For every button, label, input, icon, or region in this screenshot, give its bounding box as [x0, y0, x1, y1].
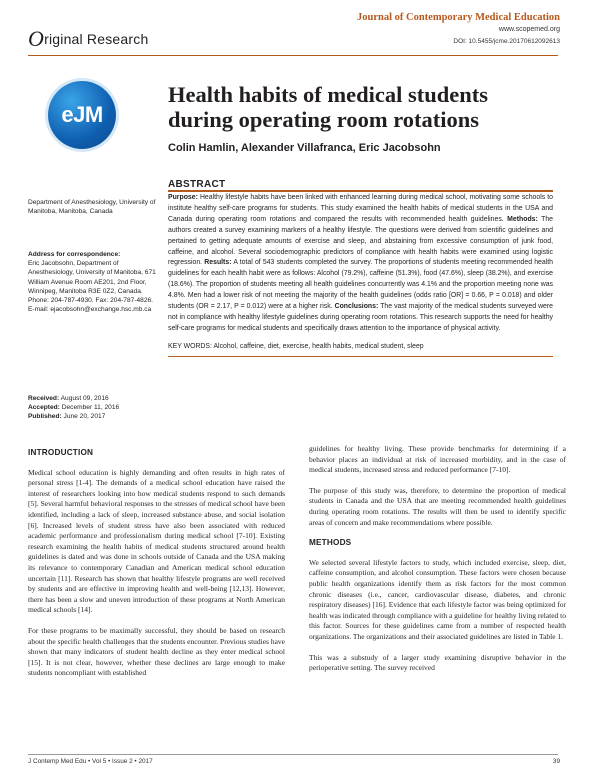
journal-name: Journal of Contemporary Medical Education: [357, 12, 560, 23]
correspondence-text: Eric Jacobsohn, Department of Anesthesiology, University of Manitoba, 671 William Avenue Room AE201, 2nd Floor, Winnipeg, Manitoba R3E 0Z2, Canada. Phone: 204-787-4930. Fax: 204-787-4826. E-mail: ejacobsohn@exchange.hsc.mb.ca: [28, 260, 156, 314]
keywords-text: Alcohol, caffeine, diet, exercise, health habits, medical student, sleep: [213, 342, 424, 350]
accepted-label: Accepted:: [28, 404, 60, 412]
methods-paragraph: This was a substudy of a larger study examining disruptive behavior in the perioperative setting. The survey received: [309, 652, 566, 673]
introduction-paragraph: guidelines for healthy living. These provide benchmarks for determining if a behavior places an individual at risk of increased morbidity, and in the case of medical students, increased stress and reduced performance [7-10].: [309, 444, 566, 475]
abstract-conclusions: The vast majority of the medical students surveyed were not in compliance with healthy lifestyle guidelines during operating room rotations. This research supports the need for healthy self-care programs for medical students and specifically draws attention to the importance of physical activity.: [168, 303, 553, 332]
abstract-heading: ABSTRACT: [168, 179, 226, 190]
received-date: [28, 394, 158, 403]
keywords-rule: [168, 356, 553, 357]
article-title: Health habits of medical students during operating room rotations: [168, 82, 489, 132]
footer-rule: [28, 754, 558, 755]
footer-citation: J Contemp Med Edu • Vol 5 • Issue 2 • 2017: [28, 758, 153, 765]
correspondence-label: Address for correspondence:: [28, 251, 121, 258]
body-column-right: [309, 444, 566, 684]
section-label-initial: O: [28, 26, 45, 51]
introduction-paragraph: The purpose of this study was, therefore, to determine the proportion of medical students in Canada and the USA that are meeting recommended health guidelines during operating room rotations. The results will then be used to identify specific areas of concern and make recommendations where possible.: [309, 485, 566, 527]
published-label: Published:: [28, 413, 62, 421]
section-label: [28, 26, 149, 51]
keywords-label: KEY WORDS:: [168, 342, 212, 350]
abstract-purpose-label: Purpose:: [168, 194, 198, 201]
keywords: [168, 342, 553, 353]
abstract-rule: [168, 190, 553, 192]
journal-logo-text: eJM: [61, 102, 103, 127]
abstract-results: A total of 543 students completed the survey. The proportions of students meeting recommended health guidelines for each health habit were as follows: Alcohol (79.2%), caffeine (51.3%), food (47.6%), sleep (38.2%), and exercise (18.6%). The proportion of students meeting all health guidelines concurrently was 4.1% and the proportion meeting none was 4.8%. Men had a lower risk of not meeting the majority of the health guidelines (odds ratio [OR] = 0.66, P = 0.018) and older students (OR = 2.17, P = 0.012) were at a higher risk.: [168, 259, 553, 311]
introduction-paragraph: Medical school education is highly demanding and often results in high rates of personal stress [1-4]. The demands of a medical school education have raised the interest of researchers looking into how medical students respond to such demands [5]. Several harmful behavioral responses to the stresses of medical school have been identified, including a lack of sleep, increased substance abuse, and social isolation [6]. Increased levels of student stress have also been associated with reduced academic performance and professionalism during medical school [7-10]. Existing research examining the health habits of medical students structured around health guidelines is dated and was done in schools outside of Canada and the USA making its relevance to contemporary Canadian and American medical school education uncertain [11]. Research has shown that healthy lifestyle programs are well received by students and are effective in improving health and well-being [12,13]. However, there has been a slow and uneven introduction of these programs at North American medical schools [14].: [28, 467, 285, 615]
journal-url[interactable]: www.scopemed.org: [498, 26, 560, 33]
body-column-left: [28, 448, 285, 689]
abstract-conclusions-label: Conclusions:: [334, 303, 379, 311]
introduction-paragraph: For these programs to be maximally successful, they should be based on research about the specific health challenges that the students encounter. Previous studies have shown that many indicators of student health decline as they enter medical school [15]. It is not clear, however, whether these declines are large enough to make students noncompliant with established: [28, 625, 286, 678]
affiliation: Department of Anesthesiology, University of Manitoba, Manitoba, Canada: [28, 199, 156, 216]
article-dates: [28, 394, 158, 422]
accepted-date: [28, 403, 158, 412]
doi[interactable]: DOI: 10.5455/jcme.20170612092613: [453, 38, 560, 45]
article-authors: Colin Hamlin, Alexander Villafranca, Eric Jacobsohn: [168, 142, 441, 154]
correspondence: [28, 250, 158, 314]
methods-paragraph: We selected several lifestyle factors to study, which included exercise, sleep, diet, caffeine consumption, and alcohol consumption. These factors were chosen because public health organizations identify them as risk factors for the most common chronic diseases (i.e., cancer, cardiovascular disease, diabetes, and chronic respiratory diseases) [16]. Evidence that each lifestyle factor was being optimized for health was indicated through compliance with a guideline for healthy living related to this factor. Sources for these guidelines came from a number of respected health organizations. The organizations and their associated guidelines are listed in Table 1.: [309, 557, 567, 641]
methods-heading: METHODS: [309, 538, 352, 548]
abstract-results-label: Results:: [204, 259, 232, 267]
received-value: August 09, 2016: [60, 395, 109, 402]
published-date: [28, 412, 158, 421]
received-label: Received:: [28, 395, 60, 402]
abstract-body: [168, 193, 553, 357]
published-value: June 20, 2017: [63, 413, 106, 421]
introduction-heading: INTRODUCTION: [28, 448, 94, 457]
accepted-value: December 11, 2016: [61, 404, 120, 412]
journal-logo: [48, 81, 116, 149]
page-number: 39: [552, 758, 560, 765]
abstract-methods-label: Methods:: [507, 215, 538, 223]
header-rule: [28, 55, 558, 56]
abstract-purpose: Healthy lifestyle habits have been linked with enhanced learning during medical school, motivating some schools to institute healthy self-care programs for students. This study examined the health habits of medical students in the USA and Canada during operating room rotations and compared the results with recommended health guidelines.: [168, 194, 553, 223]
abstract-methods: The authors created a survey examining markers of a healthy lifestyle. The questions were derived from scientific guidelines and pertained to getting adequate amounts of exercise and sleep, and abstaining from excessive consumption of junk food, caffeine, and alcohol. Several sociodemographic predictors of compliance with health habits were examined using logistic regression.: [168, 215, 553, 267]
section-label-rest: riginal Research: [44, 31, 149, 47]
